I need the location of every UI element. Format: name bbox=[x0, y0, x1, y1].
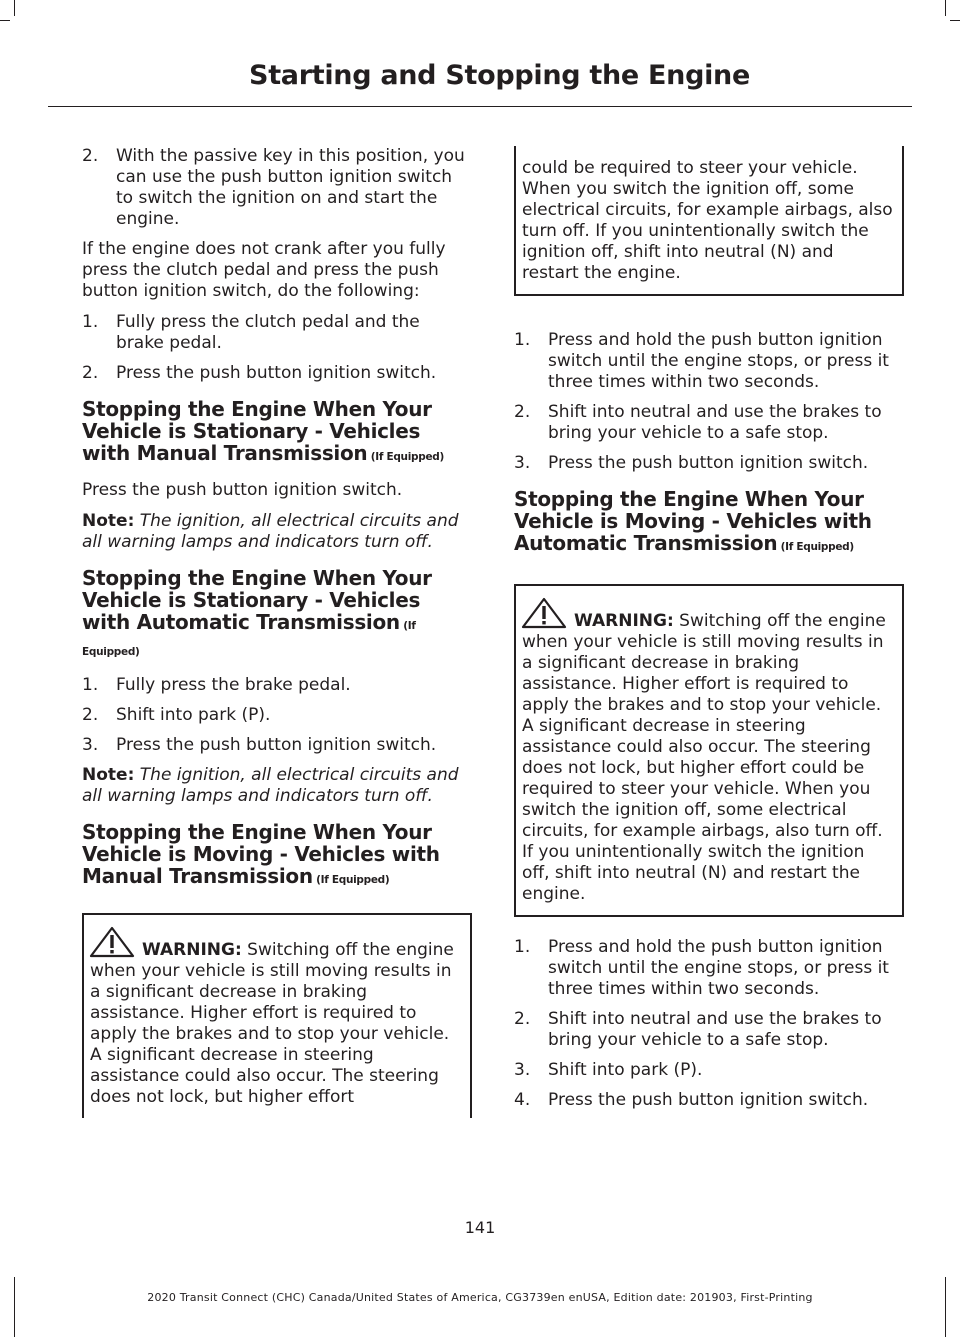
list-text: Press the push button ignition switch. bbox=[116, 735, 437, 755]
list-number: 3. bbox=[82, 735, 99, 755]
if-equipped-tag: (If Equipped) bbox=[312, 874, 390, 886]
warning-text: Switching off the engine when your vehicle is still moving results in a significant decrease in braking assistance. Higher effort is required to apply the brakes and to stop your vehicle. A significant decrease in steering assistance could also occur. The steering does not lock, but higher effort bbox=[90, 940, 454, 1107]
list-number: 3. bbox=[514, 453, 531, 473]
list-text: Fully press the brake pedal. bbox=[116, 675, 351, 695]
warning-text: could be required to steer your vehicle. When you switch the ignition off, some electrical circuits, for example airbags, also turn off. If you unintentionally switch the ignition off, shift into neutral (N) and restart the engine. bbox=[522, 158, 893, 283]
crop-mark bbox=[0, 20, 10, 21]
list-item bbox=[514, 1090, 904, 1111]
crop-mark bbox=[945, 1277, 946, 1337]
heading-text: Stopping the Engine When Your Vehicle is Moving - Vehicles with Automatic Transmission bbox=[514, 487, 872, 555]
list-number: 1. bbox=[514, 330, 531, 350]
list-number: 2. bbox=[82, 705, 99, 725]
list-text: Shift into neutral and use the brakes to bring your vehicle to a safe stop. bbox=[548, 1009, 882, 1050]
list-text: Fully press the clutch pedal and the brake pedal. bbox=[116, 312, 420, 353]
warning-box-continued bbox=[514, 146, 904, 296]
header-rule bbox=[48, 106, 912, 107]
section-heading bbox=[514, 488, 904, 558]
list-text: Press the push button ignition switch. bbox=[548, 453, 869, 473]
list-number: 1. bbox=[514, 937, 531, 957]
list-text: Press and hold the push button ignition switch until the engine stops, or press it three times within two seconds. bbox=[548, 937, 889, 999]
list-item bbox=[82, 705, 472, 726]
crop-mark bbox=[14, 1277, 15, 1337]
list-number: 4. bbox=[514, 1090, 531, 1110]
note bbox=[82, 511, 472, 553]
warning-box bbox=[514, 584, 904, 917]
warning-box bbox=[82, 913, 472, 1118]
list-text: Shift into park (P). bbox=[548, 1060, 703, 1080]
warning-triangle-icon bbox=[520, 596, 568, 630]
list-text: Shift into park (P). bbox=[116, 705, 271, 725]
list-text: Press the push button ignition switch. bbox=[116, 363, 437, 383]
list-number: 3. bbox=[514, 1060, 531, 1080]
list-text: With the passive key in this position, you can use the push button ignition switch to switch the ignition on and start the engine. bbox=[116, 146, 465, 229]
list-number: 2. bbox=[82, 363, 99, 383]
list-item bbox=[82, 312, 472, 354]
list-item bbox=[514, 1009, 904, 1051]
note-label: Note: bbox=[82, 511, 135, 531]
edition-footer: 2020 Transit Connect (CHC) Canada/United States of America, CG3739en enUSA, Edition date: 201903, First-Printing bbox=[147, 1291, 813, 1304]
paragraph: Press the push button ignition switch. bbox=[82, 480, 403, 500]
warning-label: WARNING: bbox=[142, 940, 242, 960]
if-equipped-tag: (If Equipped) bbox=[367, 451, 444, 463]
list-number: 1. bbox=[82, 675, 99, 695]
paragraph: If the engine does not crank after you fully press the clutch pedal and press the push button ignition switch, do the following: bbox=[82, 239, 446, 301]
heading-text: Stopping the Engine When Your Vehicle is Stationary - Vehicles with Manual Transmission bbox=[82, 397, 432, 465]
list-item bbox=[82, 146, 472, 230]
list-item bbox=[82, 363, 472, 384]
section-heading bbox=[82, 398, 472, 468]
list-item bbox=[514, 453, 904, 474]
list-text: Press and hold the push button ignition switch until the engine stops, or press it three times within two seconds. bbox=[548, 330, 889, 392]
list-item bbox=[514, 402, 904, 444]
warning-label: WARNING: bbox=[574, 611, 674, 631]
note bbox=[82, 765, 472, 807]
section-heading bbox=[82, 821, 472, 891]
crop-mark bbox=[945, 0, 946, 16]
list-number: 2. bbox=[82, 146, 99, 166]
note-text: The ignition, all electrical circuits and all warning lamps and indicators turn off. bbox=[82, 765, 459, 806]
list-number: 2. bbox=[514, 1009, 531, 1029]
list-item bbox=[514, 937, 904, 1000]
list-item bbox=[514, 1060, 904, 1081]
section-heading bbox=[82, 567, 472, 663]
crop-mark bbox=[950, 20, 960, 21]
list-item bbox=[82, 735, 472, 756]
right-column bbox=[514, 146, 904, 1120]
list-number: 1. bbox=[82, 312, 99, 332]
note-label: Note: bbox=[82, 765, 135, 785]
list-number: 2. bbox=[514, 402, 531, 422]
list-item bbox=[514, 330, 904, 393]
list-text: Press the push button ignition switch. bbox=[548, 1090, 869, 1110]
left-column bbox=[82, 146, 472, 1118]
crop-mark bbox=[14, 0, 15, 16]
heading-text: Stopping the Engine When Your Vehicle is Moving - Vehicles with Manual Transmission bbox=[82, 820, 440, 888]
page-title: Starting and Stopping the Engine bbox=[249, 60, 750, 91]
if-equipped-tag: (If Equipped) bbox=[82, 620, 416, 658]
list-item bbox=[82, 675, 472, 696]
warning-triangle-icon bbox=[88, 925, 136, 959]
note-text: The ignition, all electrical circuits and all warning lamps and indicators turn off. bbox=[82, 511, 459, 552]
warning-text: Switching off the engine when your vehicle is still moving results in a significant decrease in braking assistance. Higher effort is required to apply the brakes and to stop your vehicle. A significant decrease in steering assistance could also occur. The steering does not lock, but higher effort could be required to steer your vehicle. When you switch the ignition off, some electrical circuits, for example airbags, also turn off. If you unintentionally switch the ignition off, shift into neutral (N) and restart the engine. bbox=[522, 611, 886, 904]
list-text: Shift into neutral and use the brakes to bring your vehicle to a safe stop. bbox=[548, 402, 882, 443]
heading-text: Stopping the Engine When Your Vehicle is Stationary - Vehicles with Automatic Transmission bbox=[82, 566, 432, 634]
if-equipped-tag: (If Equipped) bbox=[777, 541, 854, 553]
page-number: 141 bbox=[464, 1218, 496, 1237]
